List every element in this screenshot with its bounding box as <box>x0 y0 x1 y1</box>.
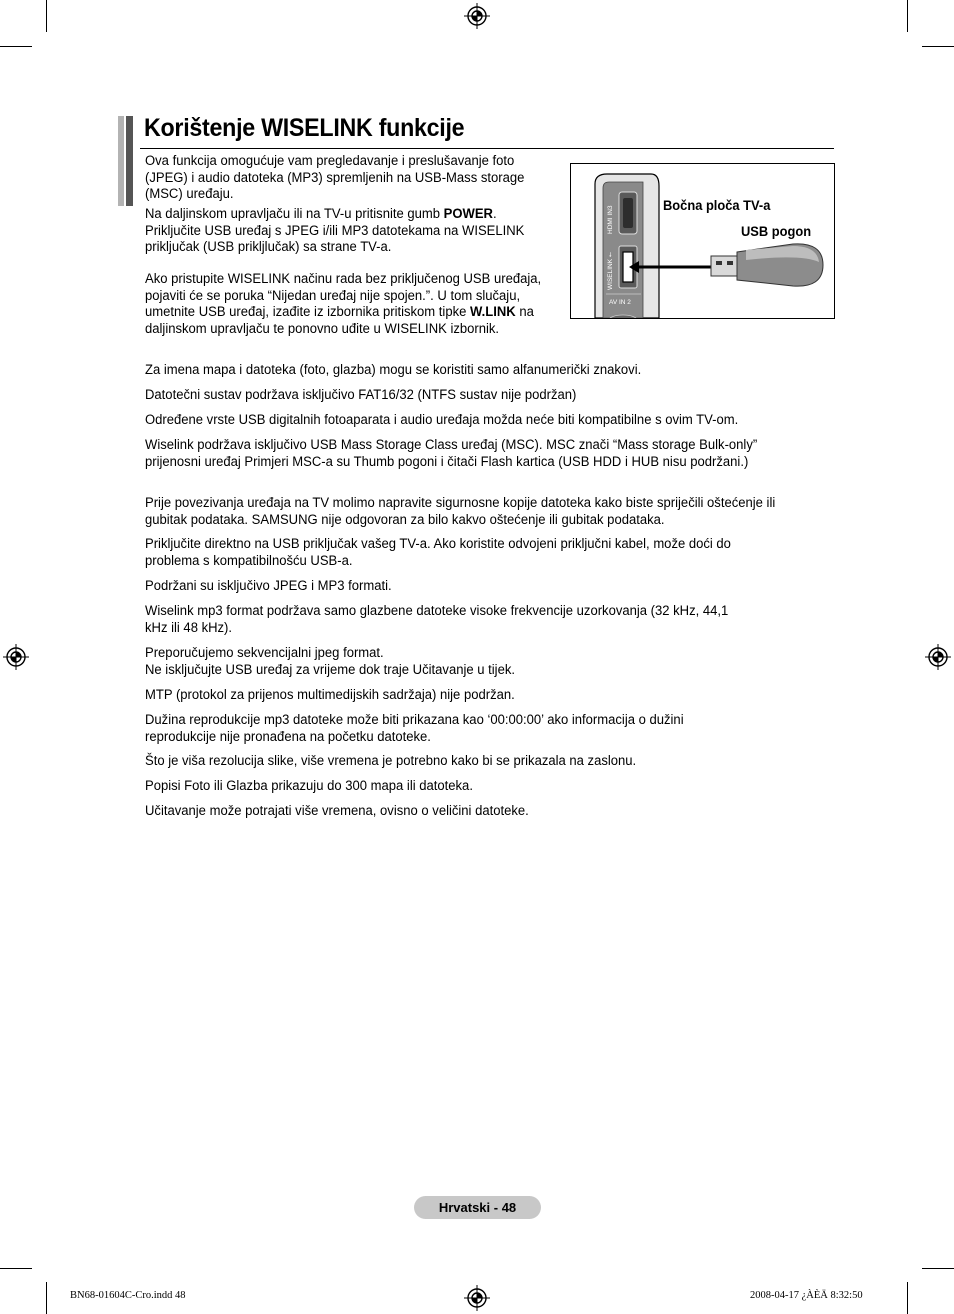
note-item: Preporučujemo sekvencijalni jpeg format. <box>145 645 384 661</box>
intro-paragraph: Ova funkcija omogućuje vam pregledavanje i preslušavanje foto (JPEG) i audio datoteka (MP3) spremljenih na USB-Mass storage (MSC) uređaju. <box>145 153 525 203</box>
page-title: Korištenje WISELINK funkcije <box>144 114 465 142</box>
intro-text: Ako pristupite WISELINK načinu rada bez priključenog USB uređaja, pojaviti će se poruka “Nijedan uređaj nije spojen.”. U tom slučaju, umetnite USB uređaj, izađite iz izbornika pritiskom tipke <box>145 271 542 321</box>
usb-drive-label: USB pogon <box>741 223 812 239</box>
note-item: Wiselink podržava isključivo USB Mass Storage Class uređaj (MSC). MSC znači “Mass storage Bulk-only” prijenosni uređaj Primjeri MSC-a su Thumb pogoni i čitači Flash kartica (USB HDD i HUB nisu podržani.) <box>145 437 758 470</box>
note-item: Podržani su isključivo JPEG i MP3 formati. <box>145 578 392 594</box>
note-item: Određene vrste USB digitalnih fotoaparata i audio uređaja možda neće biti kompatibilne s ovim TV-om. <box>145 412 739 428</box>
note-item: Datotečni sustav podržava isključivo FAT16/32 (NTFS sustav nije podržan) <box>145 387 577 403</box>
file-info: BN68-01604C-Cro.indd 48 <box>70 1290 186 1301</box>
note-item: Učitavanje može potrajati više vremena, ovisno o veličini datoteke. <box>145 803 529 819</box>
intro-text: Na daljinskom upravljaču ili na TV-u pritisnite gumb <box>145 206 444 222</box>
crop-mark <box>46 1282 47 1314</box>
note-item: Prije povezivanja uređaja na TV molimo napravite sigurnosne kopije datoteka kako biste spriječili oštećenje ili gubitak podataka. SAMSUNG nije odgovoran za bilo kakvo oštećenje ili gubitak podataka. <box>145 495 776 528</box>
registration-mark-icon <box>464 3 490 29</box>
side-panel-label: Bočna ploča TV-a <box>663 197 771 213</box>
crop-mark <box>0 46 32 47</box>
usb-connection-figure <box>570 163 835 319</box>
av-port-label: AV IN 2 <box>609 299 631 306</box>
crop-mark <box>922 1268 954 1269</box>
crop-mark <box>907 0 908 32</box>
intro-paragraph <box>145 271 554 337</box>
tv-side-panel-illustration <box>571 164 834 318</box>
note-item: Priključite direktno na USB priključak vašeg TV-a. Ako koristite odvojeni priključni kabel, može doći do problema s kompatibilnošću USB-a. <box>145 536 731 569</box>
note-item: Popisi Foto ili Glazba prikazuju do 300 mapa ili datoteka. <box>145 778 473 794</box>
crop-mark <box>907 1282 908 1314</box>
print-timestamp: 2008-04-17 ¿ÀÈÄ 8:32:50 <box>750 1290 863 1301</box>
title-accent-bar <box>126 116 133 206</box>
title-accent-bar <box>118 116 124 206</box>
wiselink-port-text: WISELINK <box>607 258 614 290</box>
hdmi-port-label: HDMI IN3 <box>607 205 614 234</box>
intro-paragraph <box>145 206 554 256</box>
page-number-badge: Hrvatski - 48 <box>414 1196 541 1219</box>
registration-mark-icon <box>464 1285 490 1311</box>
usb-symbol-icon: ⭠ <box>607 251 614 258</box>
note-item: Za imena mapa i datoteka (foto, glazba) mogu se koristiti samo alfanumerički znakovi. <box>145 362 642 378</box>
title-divider <box>140 148 834 149</box>
note-item: Što je viša rezolucija slike, više vremena je potrebno kako bi se prikazala na zaslonu. <box>145 753 637 769</box>
intro-text: . Priključite USB uređaj s JPEG i/ili MP3 datotekama na WISELINK priključak (USB prikljlučak) sa strane TV-a. <box>145 206 525 256</box>
wiselink-port-label <box>607 252 615 290</box>
intro-text: na daljinskom upravljaču te ponovno uđite u WISELINK izbornik. <box>145 304 534 337</box>
crop-mark <box>0 1268 32 1269</box>
crop-mark <box>922 46 954 47</box>
note-item: MTP (protokol za prijenos multimedijskih sadržaja) nije podržan. <box>145 687 515 703</box>
crop-mark <box>46 0 47 32</box>
registration-mark-icon <box>3 644 29 670</box>
power-key-label: POWER <box>443 206 493 222</box>
note-item: Wiselink mp3 format podržava samo glazbene datoteke visoke frekvencije uzorkovanja (32 kHz, 44,1 kHz ili 48 kHz). <box>145 603 729 636</box>
registration-mark-icon <box>925 644 951 670</box>
note-item: Ne isključujte USB uređaj za vrijeme dok traje Učitavanje u tijek. <box>145 662 515 678</box>
wlink-key-label: W.LINK <box>470 304 516 321</box>
note-item: Dužina reprodukcije mp3 datoteke može biti prikazana kao ‘00:00:00’ ako informacija o dužini reprodukcije nije pronađena na početku datoteke. <box>145 712 684 745</box>
